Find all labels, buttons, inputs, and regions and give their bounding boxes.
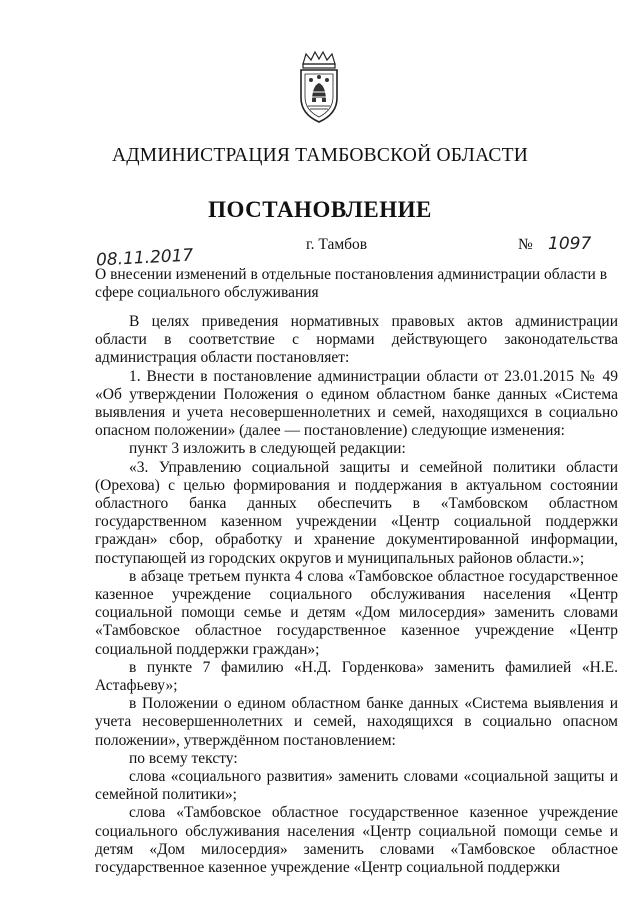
document-subject: О внесении изменений в отдельные постановления администрации области в сфере социального обслуживания bbox=[95, 266, 608, 301]
organization-name: АДМИНИСТРАЦИЯ ТАМБОВСКОЙ ОБЛАСТИ bbox=[112, 145, 528, 166]
paragraph: пункт 3 изложить в следующей редакции: bbox=[129, 440, 406, 458]
paragraph: слова «Тамбовское областное государственное казенное учреждение социального обслуживания населения «Центр социальной помощи семье и детям «Дом милосердия» заменить словами «Тамбовское областное государственное казенное учреждение «Центр социальной поддержки bbox=[95, 804, 618, 877]
paragraph: в абзаце третьем пункта 4 слова «Тамбовское областное государственное казенное учреждение социального обслуживания населения «Центр социальной помощи семье и детям «Дом милосердия» заменить словами «Тамбовское областное государственное казенное учреждение «Центр социальной поддержки граждан»; bbox=[95, 567, 618, 658]
paragraph: в Положении о едином областном банке данных «Система выявления и учета несовершеннолетних и семей, находящихся в социально опасном положении», утверждённом постановлением: bbox=[95, 695, 618, 749]
document-type: ПОСТАНОВЛЕНИЕ bbox=[208, 197, 432, 222]
document-city: г. Тамбов bbox=[306, 236, 368, 253]
document-number-label: № bbox=[518, 236, 533, 253]
paragraph: слова «социального развития» заменить словами «социальной защиты и семейной политики»; bbox=[95, 768, 618, 804]
document-date: 08.11.2017 bbox=[95, 245, 194, 271]
paragraph: 1. Внести в постановление администрации области от 23.01.2015 № 49 «Об утверждении Положения о едином областном банке данных «Система выявления и учета несовершеннолетних и семей, находящихся в социально опасном положении» (далее — постановление) следующие изменения: bbox=[95, 367, 618, 440]
paragraph: в пункте 7 фамилию «Н.Д. Горденкова» заменить фамилией «Н.Е. Астафьеву»; bbox=[95, 658, 618, 695]
coat-of-arms-icon bbox=[290, 50, 348, 124]
paragraph: «3. Управлению социальной защиты и семейной политики области (Орехова) с целью формирования и поддержания в актуальном состоянии областного банка данных обеспечить в «Тамбовском областном государственном казенном учреждении «Центр социальной поддержки граждан» сбор, обработку и хранение документированной информации, поступающей из городских округов и муниципальных районов области.»; bbox=[95, 458, 618, 567]
document-number: 1097 bbox=[548, 234, 592, 254]
paragraph: по всему тексту: bbox=[129, 749, 238, 767]
document-body bbox=[95, 313, 618, 877]
paragraph: В целях приведения нормативных правовых актов администрации области в соответствие с нормами действующего законодательства администрация области постановляет: bbox=[95, 313, 618, 367]
